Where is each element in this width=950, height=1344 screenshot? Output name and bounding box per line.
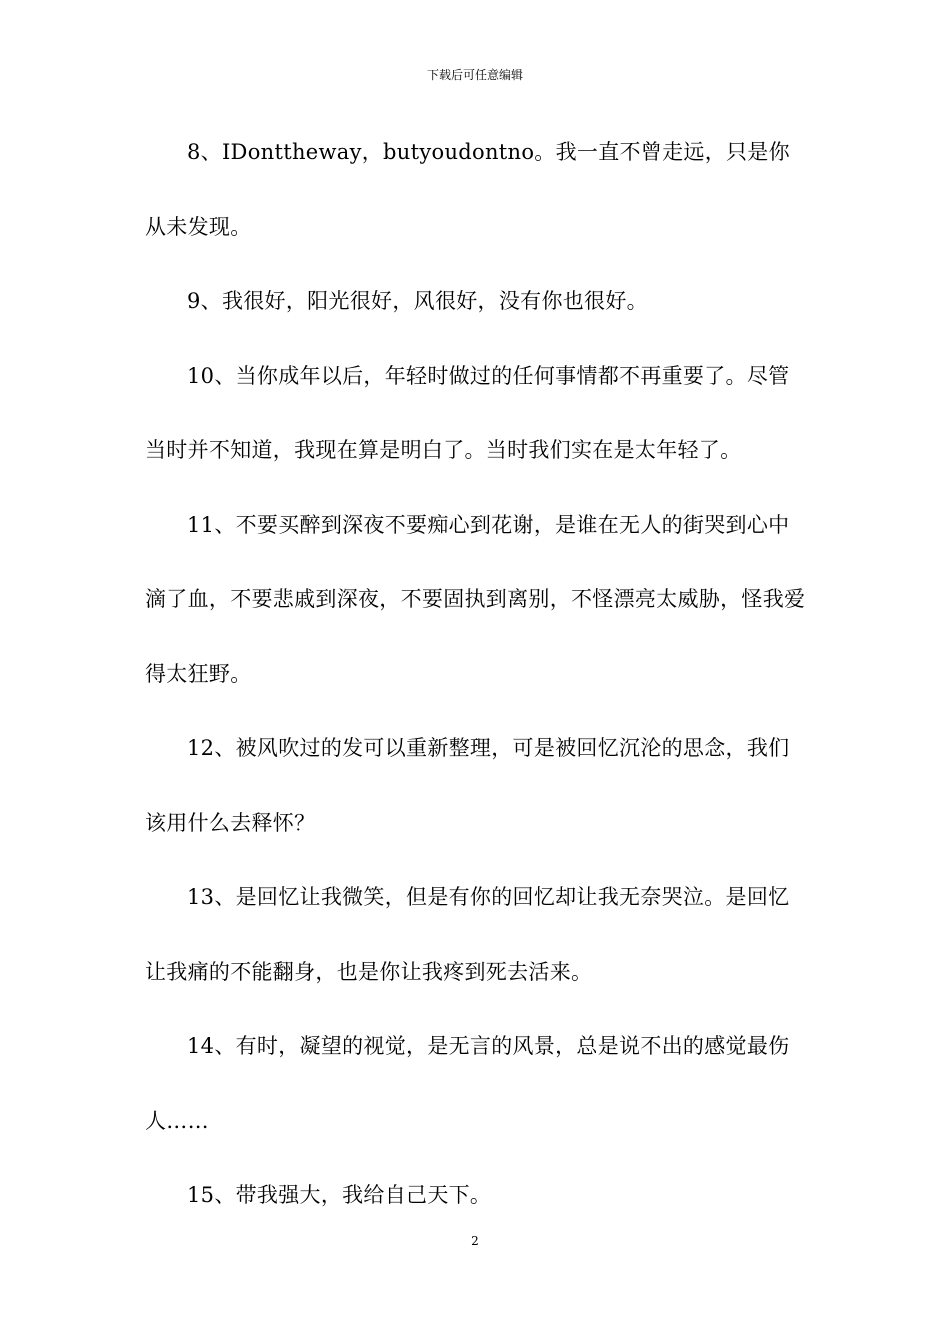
paragraph-10: 10、当你成年以后，年轻时做过的任何事情都不再重要了。尽管当时并不知道，我现在算是明白了。当时我们实在是太年轻了。 (145, 363, 790, 462)
paragraph-9: 9、我很好，阳光很好，风很好，没有你也很好。 (187, 289, 648, 313)
document-body (145, 115, 807, 1233)
paragraph-14: 14、有时，凝望的视觉，是无言的风景，总是说不出的感觉最伤人…… (145, 1034, 790, 1133)
paragraph-12: 12、被风吹过的发可以重新整理，可是被回忆沉沦的思念，我们该用什么去释怀？ (145, 736, 790, 835)
paragraph-8: 8、IDonttheway，butyoudontno。我一直不曾走远，只是你从未发现。 (145, 140, 790, 239)
page-number: 2 (471, 1234, 479, 1248)
page-header: 下载后可任意编辑 (426, 68, 523, 82)
paragraph-11: 11、不要买醉到深夜不要痴心到花谢，是谁在无人的街哭到心中滴了血，不要悲戚到深夜，不要固执到离别，不怪漂亮太威胁，怪我爱得太狂野。 (145, 512, 806, 686)
paragraph-13: 13、是回忆让我微笑，但是有你的回忆却让我无奈哭泣。是回忆让我痛的不能翻身，也是你让我疼到死去活来。 (145, 885, 790, 984)
paragraph-15: 15、带我强大，我给自己天下。 (187, 1183, 492, 1207)
